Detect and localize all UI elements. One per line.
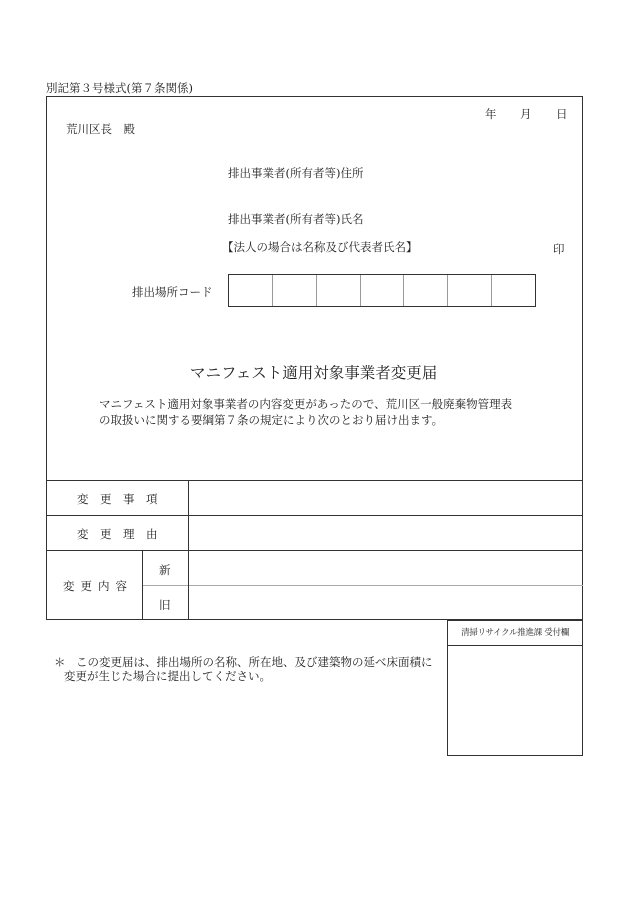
code-label: 排出場所コード xyxy=(132,285,213,299)
document-title: マニフェスト適用対象事業者変更届 xyxy=(190,364,438,382)
addressee: 荒川区長 殿 xyxy=(66,122,135,136)
receipt-label: 清掃リサイクル推進課 受付欄 xyxy=(448,621,582,646)
change-content-label: 変更内容 xyxy=(63,579,133,593)
form-number: 別記第３号様式(第７条関係) xyxy=(46,81,193,95)
code-cell[interactable] xyxy=(492,275,535,306)
code-cell[interactable] xyxy=(273,275,317,306)
note-line2: 変更が生じた場合に提出してください。 xyxy=(64,669,271,683)
code-cell[interactable] xyxy=(361,275,405,306)
code-cell[interactable] xyxy=(229,275,273,306)
old-content-field[interactable] xyxy=(189,586,582,620)
change-reason-label: 変 更 理 由 xyxy=(77,527,158,541)
date-day: 日 xyxy=(556,107,568,121)
change-item-field[interactable] xyxy=(189,481,582,515)
note-line1: この変更届は、排出場所の名称、所在地、及び建築物の延べ床面積に xyxy=(76,655,433,669)
code-cell[interactable] xyxy=(317,275,361,306)
new-label: 新 xyxy=(159,563,171,577)
date-month: 月 xyxy=(520,107,532,121)
content-column-divider xyxy=(142,550,143,620)
body-text-line1: マニフェスト適用対象事業者の内容変更があったので、荒川区一般廃棄物管理表 xyxy=(99,397,513,411)
body-text-line2: の取扱いに関する要綱第７条の規定により次のとおり届け出ます。 xyxy=(99,413,444,427)
code-cell[interactable] xyxy=(404,275,448,306)
new-content-field[interactable] xyxy=(189,551,582,585)
address-label: 排出事業者(所有者等)住所 xyxy=(228,166,364,180)
receipt-box xyxy=(447,620,583,756)
corporate-note: 【法人の場合は名称及び代表者氏名】 xyxy=(222,240,418,254)
name-label: 排出事業者(所有者等)氏名 xyxy=(228,212,364,226)
note-mark: ＊ xyxy=(54,655,66,669)
change-item-label: 変 更 事 項 xyxy=(77,492,158,506)
code-cell[interactable] xyxy=(448,275,492,306)
change-reason-field[interactable] xyxy=(189,516,582,550)
seal-mark: 印 xyxy=(553,242,565,256)
old-label: 旧 xyxy=(159,598,171,612)
discharge-code-field[interactable] xyxy=(228,274,536,307)
date-year: 年 xyxy=(485,107,497,121)
